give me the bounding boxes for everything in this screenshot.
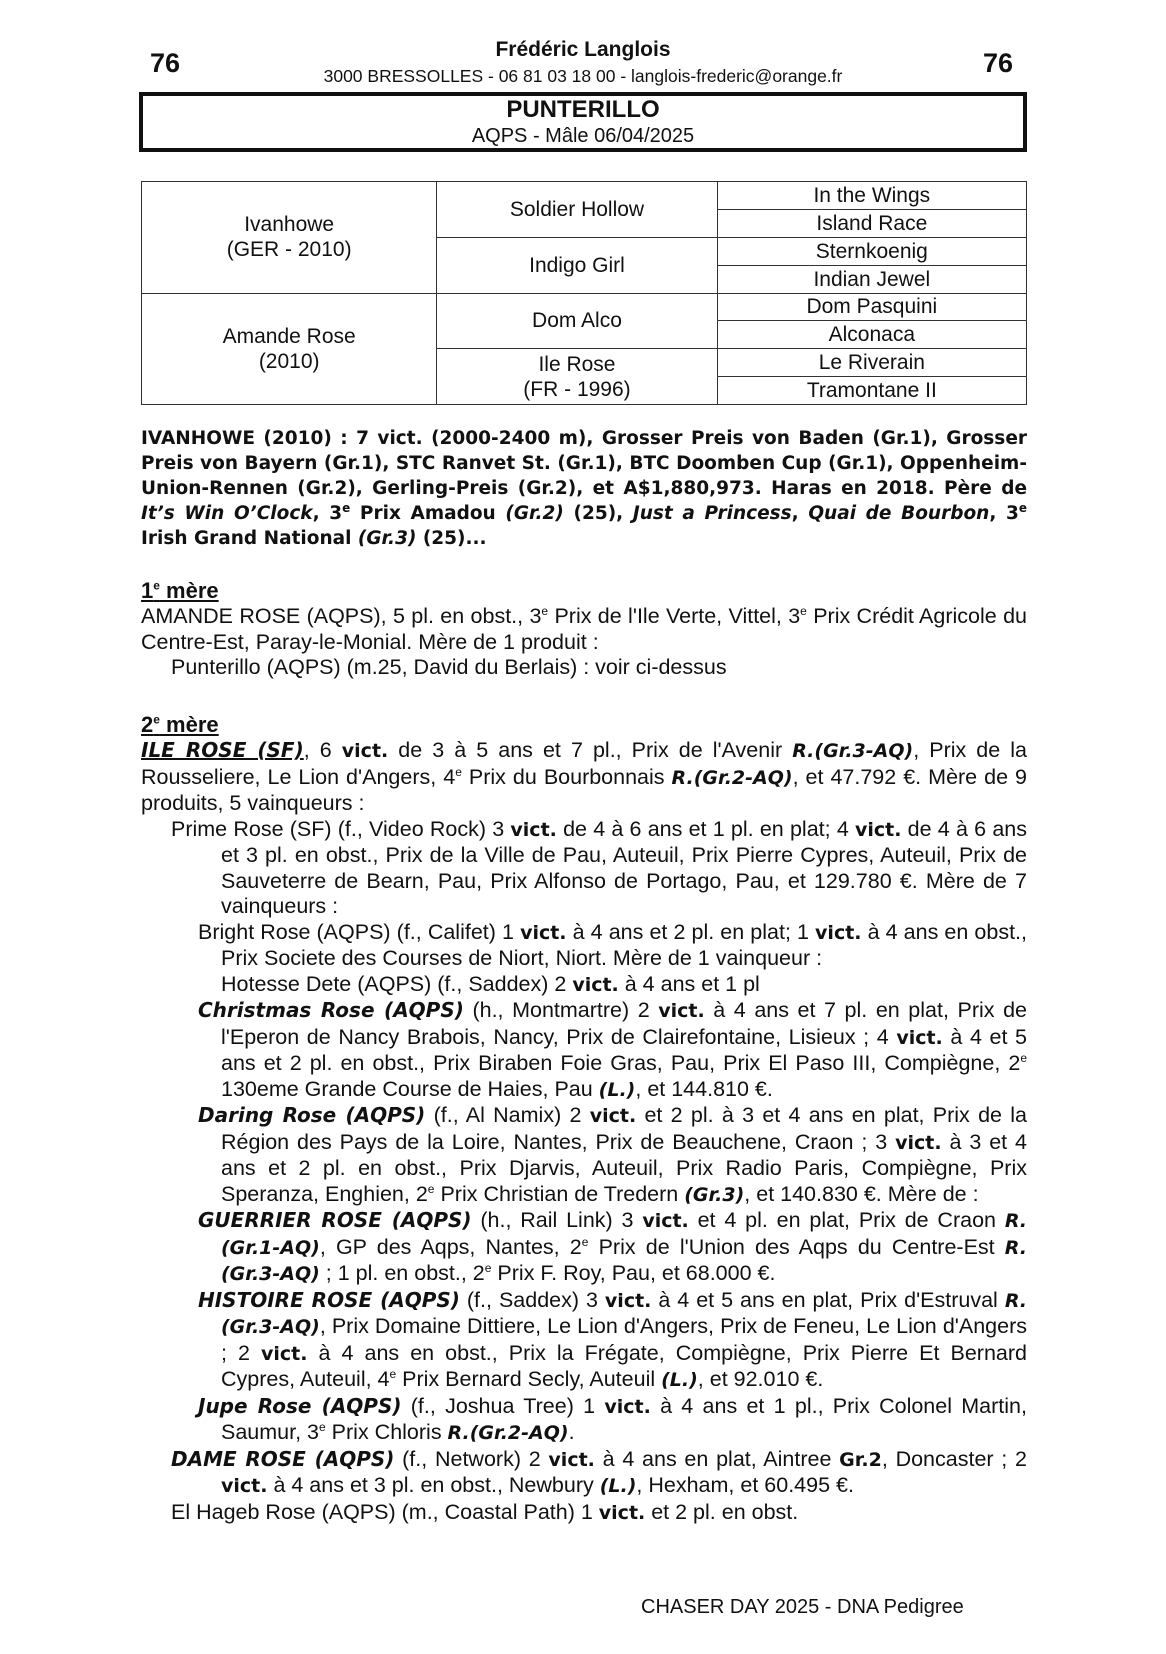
- pedigree-cell: Alconaca: [717, 321, 1026, 349]
- first-dam-heading: 1e mère: [141, 578, 219, 603]
- title-box: [139, 92, 1027, 152]
- produce-prime-rose: Prime Rose (SF) (f., Video Rock) 3 vict. de 4 à 6 ans et 1 pl. en plat; 4 vict. de 4 à 6 ans et 3 pl. en obst., Prix de la Ville de Pau, Auteuil, Prix Pierre Cypres, Auteuil, Prix de Sauveterre de Bearn, Pau, Prix Alfonso de Portago, Pau, et 129.780 €. Mère de 7 vainqueurs :: [171, 816, 1027, 918]
- pedigree-cell: Dom Pasquini: [717, 293, 1026, 321]
- second-dam-text: ILE ROSE (SF), 6 vict. de 3 à 5 ans et 7 pl., Prix de l'Avenir R.(Gr.3-AQ), Prix de la Rousseliere, Le Lion d'Angers, 4e Prix du Bourbonnais R.(Gr.2-AQ), et 47.792 €. Mère de 9 produits, 5 vainqueurs :: [141, 738, 1028, 815]
- horse-name: PUNTERILLO: [506, 96, 660, 123]
- produce-hotesse-dete: Hotesse Dete (AQPS) (f., Saddex) 2 vict. à 4 ans et 1 pl: [221, 971, 760, 996]
- sire-description: IVANHOWE (2010) : 7 vict. (2000-2400 m), Grosser Preis von Baden (Gr.1), Grosser Preis von Bayern (Gr.1), STC Ranvet St. (Gr.1), BTC Doomben Cup (Gr.1), Oppenheim-Union-Rennen (Gr.2), Gerling-Preis (Gr.2), et A$1,880,973. Haras en 2018. Père de It’s Win O’Clock, 3e Prix Amadou (Gr.2) (25), Just a Princess, Quai de Bourbon, 3e Irish Grand National (Gr.3) (25)...: [141, 428, 1028, 549]
- pedigree-cell: In the Wings: [717, 182, 1026, 210]
- pedigree-cell: Le Riverain: [717, 349, 1026, 377]
- pedigree-sire-dam: Indigo Girl: [437, 237, 717, 293]
- owner-name: Frédéric Langlois: [495, 38, 671, 61]
- produce-dame-rose: DAME ROSE (AQPS) (f., Network) 2 vict. à 4 ans en plat, Aintree Gr.2, Doncaster ; 2 vict. à 4 ans et 3 pl. en obst., Newbury (L.), Hexham, et 60.495 €.: [171, 1446, 1027, 1497]
- lot-number-right: 76: [983, 48, 1014, 78]
- produce-el-hageb-rose: El Hageb Rose (AQPS) (m., Coastal Path) 1 vict. et 2 pl. en obst.: [171, 1499, 799, 1524]
- horse-subtitle: AQPS - Mâle 06/04/2025: [471, 125, 695, 147]
- first-dam-produce: Punterillo (AQPS) (m.25, David du Berlais) : voir ci-dessus: [171, 655, 727, 679]
- produce-daring-rose: Daring Rose (AQPS) (f., Al Namix) 2 vict. et 2 pl. à 3 et 4 ans en plat, Prix de la Région des Pays de la Loire, Nantes, Prix de Beauchene, Craon ; 3 vict. à 3 et 4 ans et 2 pl. en obst., Prix Djarvis, Auteuil, Prix Radio Paris, Compiègne, Prix Speranza, Enghien, 2e Prix Christian de Tredern (Gr.3), et 140.830 €. Mère de :: [198, 1103, 1028, 1206]
- pedigree-dam-dam: Ile Rose (FR - 1996): [437, 349, 717, 405]
- produce-bright-rose: Bright Rose (AQPS) (f., Califet) 1 vict. à 4 ans et 2 pl. en plat; 1 vict. à 4 ans en obst., Prix Societe des Courses de Niort, Niort. Mère de 1 vainqueur :: [198, 919, 1028, 970]
- lot-number-left: 76: [150, 48, 181, 78]
- second-dam-heading: 2e mère: [141, 712, 219, 737]
- pedigree-cell: Tramontane II: [717, 377, 1026, 405]
- pedigree-dam-sire: Dom Alco: [437, 293, 717, 349]
- produce-histoire-rose: HISTOIRE ROSE (AQPS) (f., Saddex) 3 vict. à 4 et 5 ans en plat, Prix d'Estruval R.(Gr.3-AQ), Prix Domaine Dittiere, Le Lion d'Angers, Prix de Feneu, Le Lion d'Angers ; 2 vict. à 4 ans en obst., Prix la Frégate, Compiègne, Prix Pierre Et Bernard Cypres, Auteuil, 4e Prix Bernard Secly, Auteuil (L.), et 92.010 €.: [198, 1287, 1028, 1391]
- pedigree-sire-sire: Soldier Hollow: [437, 182, 717, 238]
- page-footer: CHASER DAY 2025 - DNA Pedigree: [641, 1596, 964, 1618]
- pedigree-cell: Sternkoenig: [717, 237, 1026, 265]
- first-dam-section: [141, 578, 1027, 681]
- pedigree-cell: Indian Jewel: [717, 265, 1026, 293]
- owner-address: 3000 BRESSOLLES - 06 81 03 18 00 - langlois-frederic@orange.fr: [323, 66, 843, 86]
- produce-guerrier-rose: GUERRIER ROSE (AQPS) (h., Rail Link) 3 vict. et 4 pl. en plat, Prix de Craon R.(Gr.1-AQ), GP des Aqps, Nantes, 2e Prix de l'Union des Aqps du Centre-Est R.(Gr.3-AQ) ; 1 pl. en obst., 2e Prix F. Roy, Pau, et 68.000 €.: [198, 1208, 1028, 1285]
- pedigree-table: [141, 181, 1027, 405]
- pedigree-cell: Island Race: [717, 209, 1026, 237]
- produce-jupe-rose: Jupe Rose (AQPS) (f., Joshua Tree) 1 vict. à 4 ans et 1 pl., Prix Colonel Martin, Saumur, 3e Prix Chloris R.(Gr.2-AQ).: [198, 1393, 1027, 1444]
- first-dam-text: AMANDE ROSE (AQPS), 5 pl. en obst., 3e Prix de l'Ile Verte, Vittel, 3e Prix Crédit Agricole du Centre-Est, Paray-le-Monial. Mère de 1 produit :: [141, 603, 1027, 654]
- pedigree-dam: Amande Rose (2010): [142, 293, 437, 405]
- second-dam-section: [141, 712, 1027, 1526]
- pedigree-sire: Ivanhowe (GER - 2010): [142, 182, 437, 294]
- produce-christmas-rose: Christmas Rose (AQPS) (h., Montmartre) 2 vict. à 4 ans et 7 pl. en plat, Prix de l'Eperon de Nancy Brabois, Nancy, Prix de Clairefontaine, Lisieux ; 4 vict. à 4 et 5 ans et 2 pl. en obst., Prix Biraben Foie Gras, Pau, Prix El Paso III, Compiègne, 2e 130eme Grande Course de Haies, Pau (L.), et 144.810 €.: [198, 998, 1028, 1101]
